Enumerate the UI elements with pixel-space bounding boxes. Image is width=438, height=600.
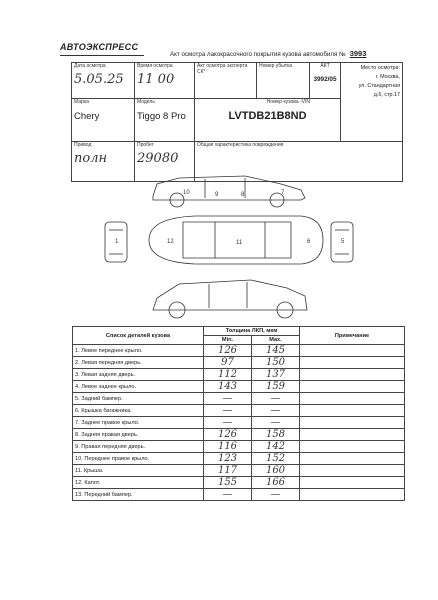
logo-underline: [60, 55, 144, 56]
loss-cell: [257, 63, 310, 99]
summary-label: Общая характеристика повреждения: [197, 141, 284, 148]
vin-cell: [195, 98, 341, 141]
part-name-cell: 12. Капот.: [73, 477, 204, 489]
note-cell: [300, 429, 405, 441]
note-cell: [300, 489, 405, 501]
table-row: [73, 345, 405, 357]
max-value-cell: 152: [252, 453, 300, 465]
part-label-10: 10: [183, 190, 190, 196]
place-cell: [341, 63, 403, 142]
part-label-6: 6: [307, 239, 311, 245]
act-label: АКТ: [320, 63, 330, 69]
min-value-cell: 112: [204, 369, 252, 381]
expert-cell: [195, 63, 257, 99]
mileage-label: Пробег: [137, 141, 154, 148]
max-value-cell: —: [252, 417, 300, 429]
paint-thickness-table: [72, 326, 404, 501]
part-name-cell: 2. Левая передняя дверь.: [73, 357, 204, 369]
table-row: [73, 381, 405, 393]
time-value: 11 00: [137, 72, 175, 87]
part-label-12: 12: [167, 239, 174, 245]
part-label-8: 8: [241, 192, 245, 198]
min-value-cell: 143: [204, 381, 252, 393]
table-row: [73, 357, 405, 369]
loss-label: Номер убытка: [259, 63, 293, 69]
make-value: Chery: [74, 110, 100, 122]
act-number: 3993: [349, 49, 367, 58]
table-row: [73, 417, 405, 429]
min-value-cell: 155: [204, 477, 252, 489]
model-cell: [135, 98, 195, 141]
note-cell: [300, 393, 405, 405]
model-value: Tiggo 8 Pro: [137, 110, 186, 122]
part-name-cell: 6. Крышка багажника.: [73, 405, 204, 417]
car-damage-diagram: [95, 170, 375, 322]
table-row: [73, 405, 405, 417]
vin-value: LVTDB21B8ND: [228, 109, 307, 122]
part-name-cell: 1. Левое переднее крыло.: [73, 345, 204, 357]
min-value-cell: 126: [204, 345, 252, 357]
note-cell: [300, 441, 405, 453]
car-side-view-left: [153, 280, 307, 310]
drive-value: полн: [74, 150, 108, 166]
time-label: Время осмотра: [137, 63, 173, 69]
part-label-1: 1: [115, 239, 119, 245]
header-form: [71, 62, 402, 182]
date-value: 5.05.25: [74, 72, 124, 87]
table-row: [73, 369, 405, 381]
act-cell: [310, 63, 341, 99]
part-name-cell: 10. Переднее правое крыло.: [73, 453, 204, 465]
drive-label: Привод: [74, 141, 92, 148]
max-value-cell: 160: [252, 465, 300, 477]
max-value-cell: 166: [252, 477, 300, 489]
min-value-cell: 116: [204, 441, 252, 453]
place-label: Место осмотра:: [360, 65, 400, 71]
make-cell: [72, 98, 135, 141]
part-name-cell: 4. Левое заднее крыло.: [73, 381, 204, 393]
min-value-cell: 97: [204, 357, 252, 369]
table-row: [73, 477, 405, 489]
part-label-7: 7: [281, 190, 285, 196]
max-value-cell: 158: [252, 429, 300, 441]
part-name-cell: 11. Крыша.: [73, 465, 204, 477]
note-cell: [300, 417, 405, 429]
min-value-cell: —: [204, 405, 252, 417]
place-line-3: д.6, стр.17: [373, 92, 400, 98]
col-header-parts: Список деталей кузова: [73, 327, 204, 345]
max-value-cell: 150: [252, 357, 300, 369]
min-value-cell: 126: [204, 429, 252, 441]
max-value-cell: 159: [252, 381, 300, 393]
min-value-cell: —: [204, 489, 252, 501]
date-cell: [72, 63, 135, 99]
max-value-cell: —: [252, 405, 300, 417]
part-name-cell: 5. Задний бампер.: [73, 393, 204, 405]
max-value-cell: 142: [252, 441, 300, 453]
part-name-cell: 7. Заднее правое крыло.: [73, 417, 204, 429]
note-cell: [300, 381, 405, 393]
table-row: [73, 441, 405, 453]
expert-label: Акт осмотра эксперта СК*: [197, 63, 248, 75]
part-name-cell: 3. Левая задняя дверь.: [73, 369, 204, 381]
part-name-cell: 8. Задняя правая дверь.: [73, 429, 204, 441]
act-value: 3992/05: [313, 76, 337, 83]
mileage-value: 29080: [137, 150, 179, 166]
note-cell: [300, 477, 405, 489]
part-name-cell: 13. Передний бампер.: [73, 489, 204, 501]
place-line-1: г. Москва,: [375, 74, 400, 80]
time-cell: [135, 63, 195, 99]
max-value-cell: 137: [252, 369, 300, 381]
logo-text: АВТОЭКСПРЕСС: [60, 42, 139, 52]
note-cell: [300, 345, 405, 357]
note-cell: [300, 453, 405, 465]
table-row: [73, 393, 405, 405]
part-label-5: 5: [341, 239, 345, 245]
make-label: Марка: [74, 98, 89, 105]
col-header-thickness: Толщина ЛКП, мкм: [204, 327, 300, 336]
col-header-max: Max.: [252, 336, 300, 345]
min-value-cell: 123: [204, 453, 252, 465]
part-label-11: 11: [236, 240, 243, 246]
table-row: [73, 453, 405, 465]
max-value-cell: —: [252, 393, 300, 405]
max-value-cell: 145: [252, 345, 300, 357]
place-line-2: ул. Стандартная: [358, 83, 400, 89]
min-value-cell: —: [204, 393, 252, 405]
note-cell: [300, 369, 405, 381]
min-value-cell: 117: [204, 465, 252, 477]
max-value-cell: —: [252, 489, 300, 501]
table-row: [73, 429, 405, 441]
model-label: Модель: [137, 98, 155, 105]
part-name-cell: 9. Правая передняя дверь.: [73, 441, 204, 453]
col-header-min: Min.: [204, 336, 252, 345]
min-value-cell: —: [204, 417, 252, 429]
company-logo: [60, 42, 146, 64]
table-row: [73, 465, 405, 477]
col-header-notes: Примечание: [300, 327, 405, 345]
note-cell: [300, 405, 405, 417]
table-row: [73, 489, 405, 501]
vin-label: Номер кузова -VIN: [266, 98, 310, 105]
date-label: Дата осмотра: [74, 63, 106, 69]
car-side-view-right: [153, 176, 305, 200]
document-title: [170, 49, 366, 58]
title-text: Акт осмотра лакокрасочного покрытия кузова автомобиля №: [170, 51, 346, 58]
note-cell: [300, 465, 405, 477]
note-cell: [300, 357, 405, 369]
part-label-9: 9: [215, 192, 219, 198]
